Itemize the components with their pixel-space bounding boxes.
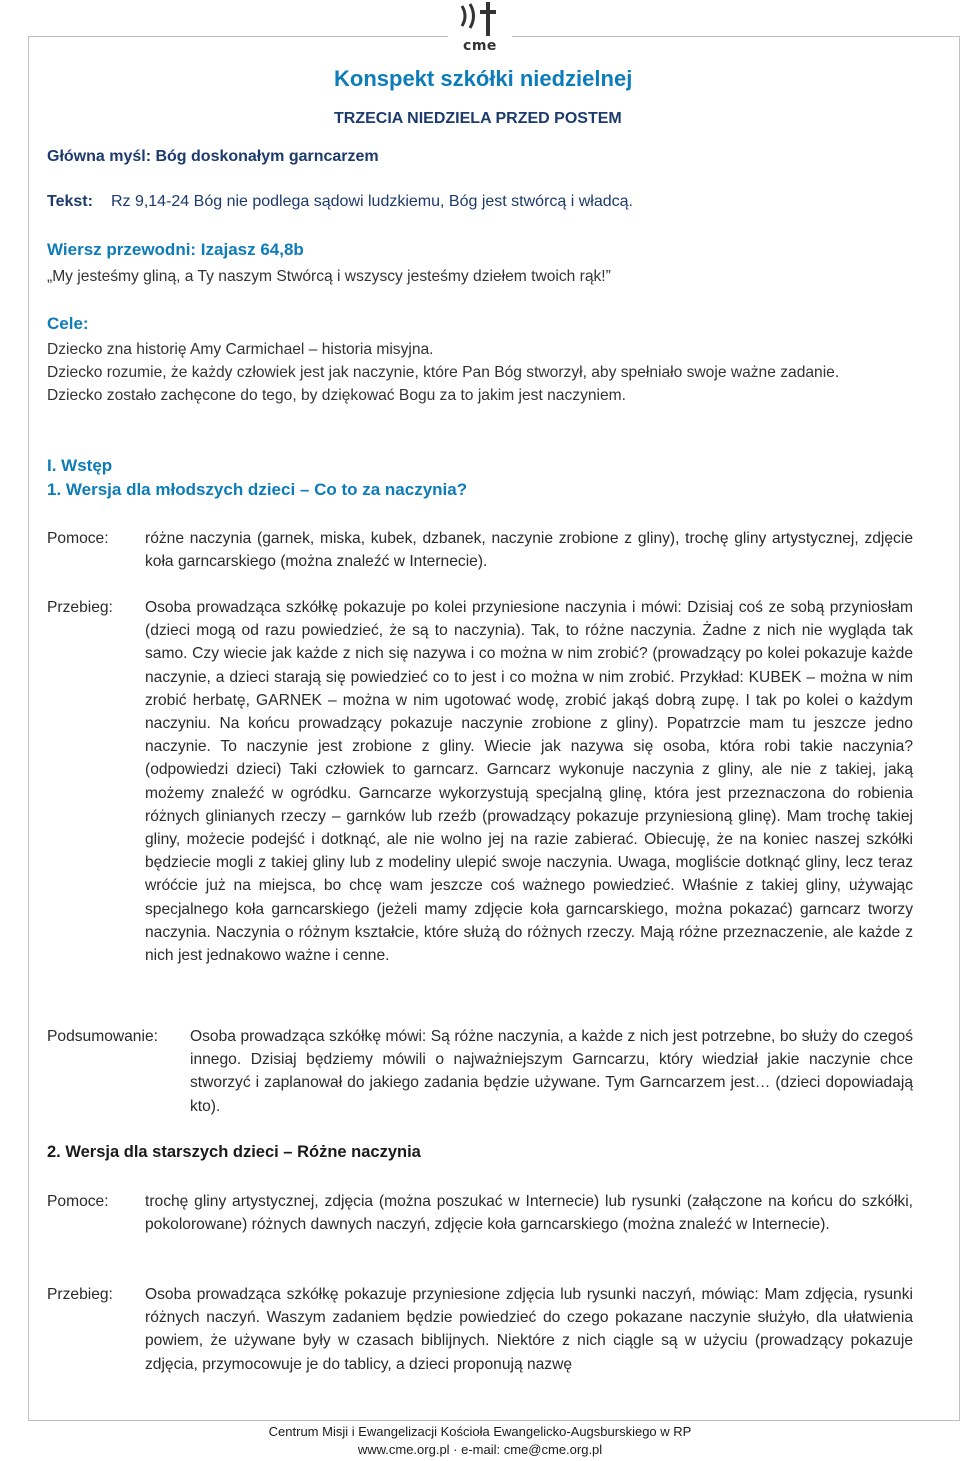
section2-heading: 2. Wersja dla starszych dzieci – Różne naczynia (47, 1143, 421, 1161)
page-title: Konspekt szkółki niedzielnej (334, 66, 633, 91)
older-aids-label: Pomoce: (47, 1193, 109, 1210)
older-course-label: Przebieg: (47, 1286, 113, 1303)
logo-text: cme (463, 38, 497, 54)
section1-subheading: 1. Wersja dla młodszych dzieci – Co to za naczynia? (47, 480, 468, 499)
goal-item: Dziecko rozumie, że każdy człowiek jest jak naczynie, które Pan Bóg stworzył, aby spełniało swoje ważne zadanie. (47, 364, 840, 382)
bible-text-label: Tekst: (47, 193, 93, 210)
older-course-text: Osoba prowadząca szkółkę pokazuje przyniesione zdjęcia lub rysunki naczyń, mówiąc: Mam zdjęcia, rysunki różnych naczyń. Waszym zadaniem będzie powiedzieć do czego pokazane naczynie służyło, dla ułatwienia powiem, że używane były w czasach biblijnych. Niektóre z nich ciągle są w użyciu (prowadzący pokazuje zdjęcia, przymocowuje je do tablicy, a dzieci proponują nazwę (145, 1286, 913, 1373)
verse-heading: Wiersz przewodni: Izajasz 64,8b (47, 240, 304, 259)
goal-item: Dziecko zna historię Amy Carmichael – historia misyjna. (47, 341, 434, 358)
footer-organization: Centrum Misji i Ewangelizacji Kościoła Ewangelicko-Augsburskiego w RP (268, 1424, 692, 1439)
section1-heading: I. Wstęp (47, 456, 113, 475)
older-aids-text: trochę gliny artystycznej, zdjęcia (można poszukać w Internecie) lub rysunki (załączone na końcu do szkółki, pokolorowane) różnych dawnych naczyń, zdjęcie koła garncarskiego (można znaleźć w Internecie). (145, 1193, 913, 1234)
younger-summary-label: Podsumowanie: (47, 1028, 158, 1045)
verse-quote: „My jesteśmy gliną, a Ty naszym Stwórcą i wszyscy jesteśmy dziełem twoich rąk!” (47, 268, 611, 285)
footer-contact: www.cme.org.pl · e-mail: cme@cme.org.pl (357, 1442, 603, 1457)
younger-course-text: Osoba prowadząca szkółkę pokazuje po kolei przyniesione naczynia i mówi: Dzisiaj coś ze sobą przyniosłam (dzieci mogą od razu powiedzieć, że są to naczynia). Tak, to różne naczynia. Żadne z nich nie wygląda tak samo. Czy wiecie jak każde z nich się nazywa i co można w nim zrobić? (prowadzący po kolei pokazuje każde naczynie, a dzieci starają się powiedzieć co to jest i co można w nim zrobić. Przykład: KUBEK – można w nim zrobić herbatę, GARNEK – można w nim ugotować wodę, zrobić jakąś dobrą zupę. I tak po kolei o każdym naczyniu. Na końcu prowadzący pokazuje naczynie zrobione z gliny). Popatrzcie mam tu jeszcze jedno naczynie. To naczynie jest zrobione z gliny. Wiecie jak nazywa się osoba, która robi takie naczynia? (odpowiedzi dzieci) Taki człowiek to garncarz. Garncarz wykonuje naczynia z gliny, ale nie z takiej, jaką możemy znaleźć w ogródku. Garncarze wykorzystują specjalną glinę, która jest przeznaczona do robienia różnych glinianych rzeczy – garnków lub rzeźb (prowadzący pokazuje przyniesioną glinę). Mam trochę takiej gliny, możecie podejść i dotknąć, ale nie wolno jej na razie zabierać. Obiecuję, że na koniec naszej szkółki będziecie mogli z takiej gliny lub z modeliny ulepić swoje naczynia. Uwaga, mogliście dotknąć gliny, lecz teraz wróćcie już na miejsca, bo chcę wam jeszcze coś ważnego powiedzieć. Właśnie z takiej gliny, używając specjalnego koła garncarskiego (jeżeli mamy zdjęcie koła garncarskiego, można pokazać) garncarz tworzy naczynia. Naczynia o różnym kształcie, które służą do różnych rzeczy. Mają różne przeznaczenie, ale każde z nich jest jednakowo ważne i cenne. (145, 599, 913, 965)
goals-list (47, 338, 917, 408)
bible-text-value: Rz 9,14-24 Bóg nie podlega sądowi ludzkiemu, Bóg jest stwórcą i władcą. (110, 193, 633, 210)
bible-text (47, 193, 633, 211)
frame-divider (28, 1420, 959, 1421)
younger-course-label: Przebieg: (47, 599, 113, 616)
younger-aids-text: różne naczynia (garnek, miska, kubek, dzbanek, naczynie zrobione z gliny), trochę gliny artystycznej, zdjęcie koła garncarskiego (można znaleźć w Internecie). (145, 530, 913, 571)
goals-heading: Cele: (47, 314, 89, 333)
younger-summary-text: Osoba prowadząca szkółkę mówi: Są różne naczynia, a każde z nich jest potrzebne, bo służy do czegoś innego. Dzisiaj będziemy mówili o najważniejszym Garncarzu, który wiedział jakie naczynie chce stworzyć i zaplanował do jakiego zadania będzie używane. Tym Garncarzem jest… (dzieci dopowiadają kto). (190, 1028, 913, 1115)
page-subtitle: TRZECIA NIEDZIELA PRZED POSTEM (334, 110, 622, 127)
goal-item: Dziecko zostało zachęcone do tego, by dziękować Bogu za to jakim jest naczyniem. (47, 387, 627, 405)
younger-aids-label: Pomoce: (47, 530, 109, 547)
main-thought: Główna myśl: Bóg doskonałym garncarzem (47, 148, 379, 165)
